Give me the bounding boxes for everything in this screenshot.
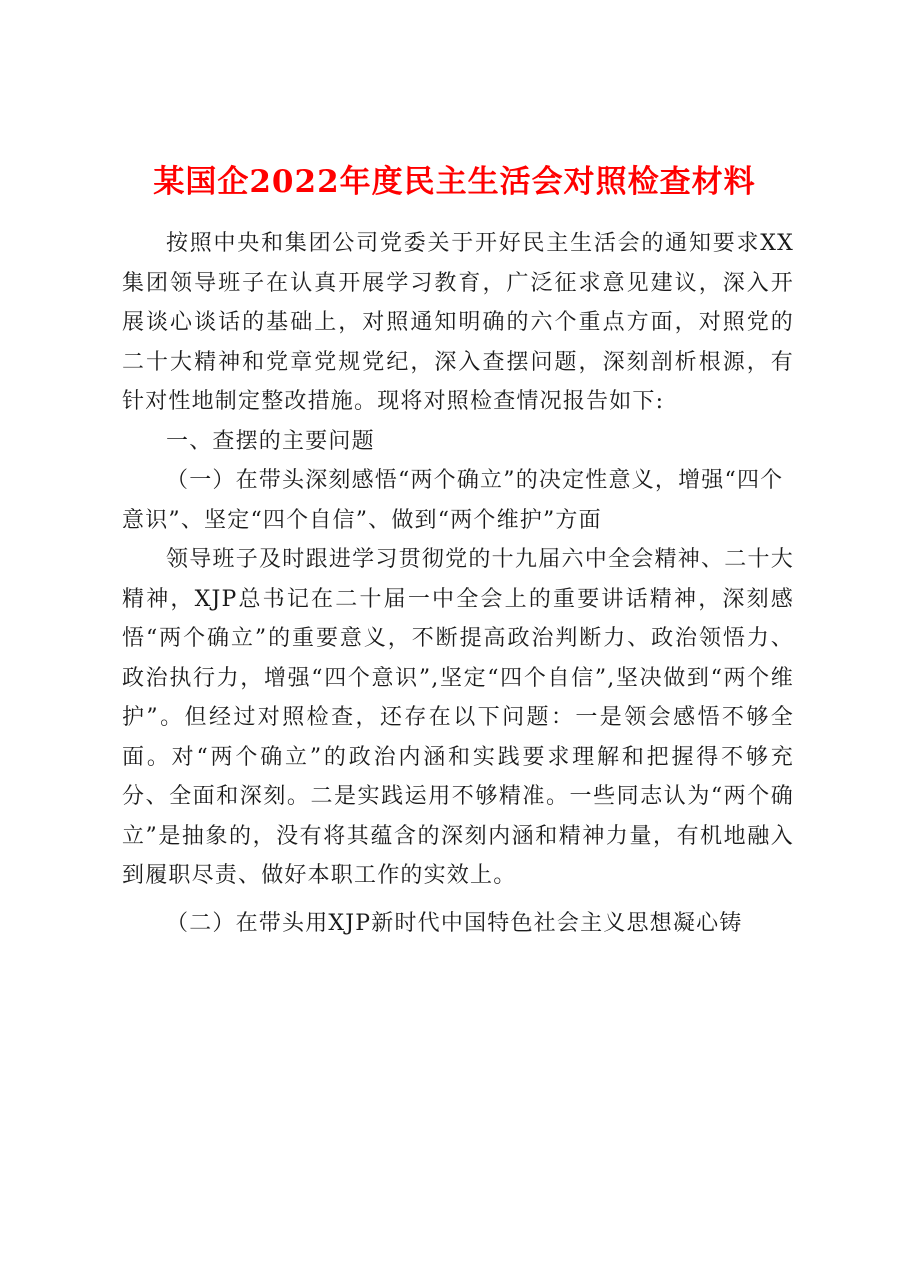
subsection-1-paragraph: 领导班子及时跟进学习贯彻党的十九届六中全会精神、二十大精神，XJP总书记在二十届一中全会上的重要讲话精神，深刻感悟“两个确立”的重要意义，不断提高政治判断力、政治领悟力、政治执行力，增强“四个意识”,坚定“四个自信”,坚决做到“两个维护”。但经过对照检查，还存在以下问题：一是领会感悟不够全面。对“两个确立”的政治内涵和实践要求理解和把握得不够充分、全面和深刻。二是实践运用不够精准。一些同志认为“两个确立”是抽象的，没有将其蕴含的深刻内涵和精神力量，有机地融入到履职尽责、做好本职工作的实效上。	[122, 547, 794, 888]
document-body	[122, 224, 794, 943]
section-heading-1: 一、查摆的主要问题	[166, 428, 375, 454]
paragraph-gap	[122, 896, 794, 904]
document-title: 某国企2022年度民主生活会对照检查材料	[153, 164, 756, 200]
subsection-heading-2: （二）在带头用XJP新时代中国特色社会主义思想凝心铸	[166, 910, 743, 936]
intro-paragraph: 按照中央和集团公司党委关于开好民主生活会的通知要求XX集团领导班子在认真开展学习教育，广泛征求意见建议，深入开展谈心谈话的基础上，对照通知明确的六个重点方面，对照党的二十大精神和党章党规党纪，深入查摆问题，深刻剖析根源，有针对性地制定整改措施。现将对照检查情况报告如下:	[122, 231, 794, 414]
subsection-heading-1: （一）在带头深刻感悟“两个确立”的决定性意义，增强“四个意识”、坚定“四个自信”、做到“两个维护”方面	[122, 468, 784, 533]
